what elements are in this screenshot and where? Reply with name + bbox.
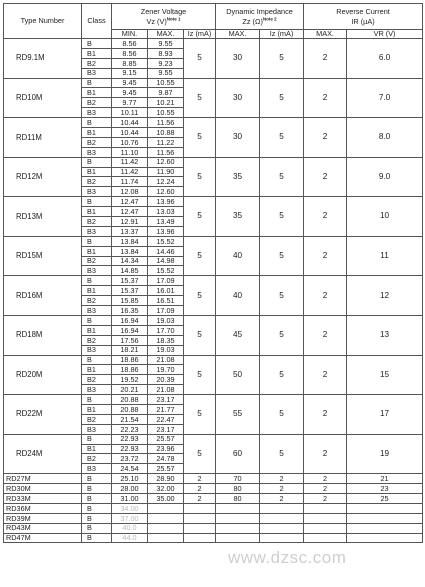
- vr-cell: 8.0: [347, 118, 423, 158]
- vz-max-cell: 17.70: [148, 325, 184, 335]
- vz-max-cell: 13.49: [148, 217, 184, 227]
- vz-max-cell: 28.90: [148, 474, 184, 484]
- vz-max-cell: 11.56: [148, 147, 184, 157]
- class-cell: B: [82, 434, 112, 444]
- table-row: [4, 533, 423, 543]
- impedance-iz-cell: 2: [260, 484, 304, 494]
- vz-iz-cell: 2: [184, 484, 216, 494]
- vz-min-cell: 15.85: [112, 296, 148, 306]
- table-row: [4, 157, 423, 167]
- vz-max-cell: 16.51: [148, 296, 184, 306]
- vz-min-cell: 20.21: [112, 385, 148, 395]
- vz-max-cell: [148, 503, 184, 513]
- vz-iz-cell: 2: [184, 493, 216, 503]
- vz-max-cell: 35.00: [148, 493, 184, 503]
- type-number-cell: RD16M: [4, 276, 82, 316]
- vz-max-cell: 20.39: [148, 375, 184, 385]
- impedance-max-cell: 55: [216, 395, 260, 435]
- vz-min-cell: 20.88: [112, 404, 148, 414]
- vz-max-cell: 24.78: [148, 454, 184, 464]
- impedance-max-cell: 35: [216, 197, 260, 237]
- class-cell: B: [82, 474, 112, 484]
- reverse-max-cell: [304, 513, 347, 523]
- vz-max-cell: 17.09: [148, 276, 184, 286]
- impedance-iz-cell: 5: [260, 395, 304, 435]
- class-cell: B: [82, 395, 112, 405]
- vz-max-cell: 12.24: [148, 177, 184, 187]
- reverse-max-cell: 2: [304, 39, 347, 79]
- class-cell: B: [82, 523, 112, 533]
- vz-iz-cell: 5: [184, 197, 216, 237]
- type-number-header: Type Number: [4, 4, 82, 39]
- vr-cell: 11: [347, 236, 423, 276]
- class-cell: B3: [82, 147, 112, 157]
- class-cell: B3: [82, 345, 112, 355]
- vz-max-cell: 10.55: [148, 78, 184, 88]
- vz-max-cell: 11.22: [148, 137, 184, 147]
- vz-max-cell: 19.03: [148, 315, 184, 325]
- vz-max-cell: 25.57: [148, 434, 184, 444]
- vz-min-cell: 9.15: [112, 68, 148, 78]
- reverse-max-cell: 2: [304, 78, 347, 118]
- vz-min-cell: 12.91: [112, 217, 148, 227]
- vz-iz-cell: 5: [184, 39, 216, 79]
- class-cell: B: [82, 493, 112, 503]
- class-cell: B: [82, 236, 112, 246]
- impedance-max-cell: 50: [216, 355, 260, 395]
- vz-max-cell: 10.21: [148, 98, 184, 108]
- vz-max-cell: 23.96: [148, 444, 184, 454]
- vz-min-cell: 14.85: [112, 266, 148, 276]
- vz-min-cell: 12.47: [112, 207, 148, 217]
- impedance-max-cell: 30: [216, 39, 260, 79]
- vz-min-cell: 22.93: [112, 434, 148, 444]
- impedance-iz-cell: 2: [260, 474, 304, 484]
- class-cell: B1: [82, 167, 112, 177]
- vz-min-cell: 25.10: [112, 474, 148, 484]
- class-cell: B3: [82, 424, 112, 434]
- min-header: MIN.: [112, 30, 148, 39]
- vz-max-cell: 19.70: [148, 365, 184, 375]
- class-cell: B1: [82, 444, 112, 454]
- type-number-cell: RD39M: [4, 513, 82, 523]
- vr-cell: 13: [347, 315, 423, 355]
- vz-max-cell: 13.96: [148, 197, 184, 207]
- reverse-max-cell: 2: [304, 236, 347, 276]
- type-number-cell: RD12M: [4, 157, 82, 197]
- class-cell: B1: [82, 128, 112, 138]
- vz-max-cell: 9.55: [148, 68, 184, 78]
- vz-min-cell: 12.47: [112, 197, 148, 207]
- vz-min-cell: 16.94: [112, 315, 148, 325]
- vz-min-cell: 13.84: [112, 246, 148, 256]
- vr-cell: [347, 533, 423, 543]
- reverse-max-cell: [304, 503, 347, 513]
- class-cell: B3: [82, 385, 112, 395]
- impedance-max-cell: 30: [216, 78, 260, 118]
- impedance-max-cell: 30: [216, 118, 260, 158]
- vz-min-cell: 9.77: [112, 98, 148, 108]
- impedance-iz-cell: 5: [260, 78, 304, 118]
- impedance-iz-cell: 5: [260, 39, 304, 79]
- vr-header: VR (V): [347, 30, 423, 39]
- type-number-cell: RD10M: [4, 78, 82, 118]
- class-cell: B2: [82, 414, 112, 424]
- vz-iz-cell: 2: [184, 474, 216, 484]
- type-number-cell: RD11M: [4, 118, 82, 158]
- class-cell: B: [82, 533, 112, 543]
- vz-min-cell: 34.00: [112, 503, 148, 513]
- class-cell: B3: [82, 68, 112, 78]
- vz-min-cell: 23.72: [112, 454, 148, 464]
- class-cell: B: [82, 315, 112, 325]
- table-row: [4, 39, 423, 49]
- table-row: [4, 503, 423, 513]
- vr-cell: 10: [347, 197, 423, 237]
- impedance-iz-cell: 5: [260, 118, 304, 158]
- class-cell: B: [82, 78, 112, 88]
- vz-max-cell: 13.03: [148, 207, 184, 217]
- vz-min-cell: 9.45: [112, 88, 148, 98]
- impedance-max-cell: 70: [216, 474, 260, 484]
- vz-min-cell: 44.0: [112, 533, 148, 543]
- vz-iz-cell: 5: [184, 395, 216, 435]
- vz-min-cell: 11.42: [112, 157, 148, 167]
- vz-iz-cell: [184, 523, 216, 533]
- vz-min-cell: 8.56: [112, 39, 148, 49]
- vz-max-cell: 15.52: [148, 266, 184, 276]
- vz-max-cell: 9.23: [148, 58, 184, 68]
- reverse-current-header: Reverse Current IR (µA): [304, 4, 423, 30]
- type-number-cell: RD36M: [4, 503, 82, 513]
- impedance-max-cell: 40: [216, 236, 260, 276]
- impedance-max-cell: [216, 513, 260, 523]
- class-cell: B1: [82, 325, 112, 335]
- vz-max-cell: [148, 513, 184, 523]
- vz-min-cell: 37.00: [112, 513, 148, 523]
- vr-cell: 9.0: [347, 157, 423, 197]
- class-cell: B3: [82, 464, 112, 474]
- max-header: MAX.: [148, 30, 184, 39]
- vz-max-cell: 15.52: [148, 236, 184, 246]
- impedance-max-header: MAX.: [216, 30, 260, 39]
- vz-iz-cell: 5: [184, 276, 216, 316]
- type-number-cell: RD22M: [4, 395, 82, 435]
- vz-min-cell: 16.35: [112, 306, 148, 316]
- reverse-max-cell: 2: [304, 395, 347, 435]
- vz-min-cell: 11.10: [112, 147, 148, 157]
- class-cell: B2: [82, 177, 112, 187]
- vr-cell: 17: [347, 395, 423, 435]
- table-row: [4, 197, 423, 207]
- vz-max-cell: 9.55: [148, 39, 184, 49]
- table-row: [4, 78, 423, 88]
- type-number-cell: RD15M: [4, 236, 82, 276]
- vz-min-cell: 8.85: [112, 58, 148, 68]
- class-cell: B: [82, 157, 112, 167]
- zener-voltage-header: Zener Voltage Vz $(V)^{Note 1}$: [112, 4, 216, 30]
- vz-min-cell: 18.86: [112, 355, 148, 365]
- vr-cell: [347, 523, 423, 533]
- vz-min-cell: 19.52: [112, 375, 148, 385]
- reverse-max-cell: 2: [304, 474, 347, 484]
- vz-iz-cell: 5: [184, 355, 216, 395]
- vr-cell: 23: [347, 484, 423, 494]
- type-number-cell: RD30M: [4, 484, 82, 494]
- table-row: [4, 434, 423, 444]
- vz-min-cell: 24.54: [112, 464, 148, 474]
- class-cell: B3: [82, 187, 112, 197]
- vz-max-cell: 25.57: [148, 464, 184, 474]
- vz-min-cell: 10.76: [112, 137, 148, 147]
- class-cell: B: [82, 197, 112, 207]
- type-number-cell: RD20M: [4, 355, 82, 395]
- impedance-iz-header: Iz (mA): [260, 30, 304, 39]
- reverse-max-cell: 2: [304, 315, 347, 355]
- type-number-cell: RD43M: [4, 523, 82, 533]
- table-row: [4, 474, 423, 484]
- vz-max-cell: 11.90: [148, 167, 184, 177]
- vz-max-cell: 17.09: [148, 306, 184, 316]
- impedance-max-cell: 80: [216, 484, 260, 494]
- vz-iz-cell: 5: [184, 236, 216, 276]
- table-row: [4, 118, 423, 128]
- class-cell: B: [82, 276, 112, 286]
- vz-max-cell: 21.08: [148, 355, 184, 365]
- class-cell: B1: [82, 48, 112, 58]
- class-cell: B: [82, 513, 112, 523]
- vz-min-cell: 16.94: [112, 325, 148, 335]
- impedance-iz-cell: 5: [260, 315, 304, 355]
- vz-max-cell: 8.93: [148, 48, 184, 58]
- table-row: [4, 355, 423, 365]
- vz-iz-cell: 5: [184, 157, 216, 197]
- class-cell: B1: [82, 207, 112, 217]
- vz-min-cell: 8.56: [112, 48, 148, 58]
- vz-min-cell: 31.00: [112, 493, 148, 503]
- impedance-iz-cell: [260, 513, 304, 523]
- vz-min-cell: 22.23: [112, 424, 148, 434]
- vz-min-cell: 13.84: [112, 236, 148, 246]
- vr-cell: 7.0: [347, 78, 423, 118]
- vz-max-cell: 10.55: [148, 108, 184, 118]
- type-number-cell: RD13M: [4, 197, 82, 237]
- vz-max-cell: 11.56: [148, 118, 184, 128]
- vz-max-cell: 10.88: [148, 128, 184, 138]
- reverse-max-cell: [304, 523, 347, 533]
- impedance-max-cell: [216, 523, 260, 533]
- class-cell: B: [82, 484, 112, 494]
- table-row: [4, 315, 423, 325]
- reverse-max-cell: 2: [304, 355, 347, 395]
- class-header: Class: [82, 4, 112, 39]
- table-row: [4, 513, 423, 523]
- table-row: [4, 523, 423, 533]
- vz-max-cell: 21.08: [148, 385, 184, 395]
- vz-iz-cell: 5: [184, 78, 216, 118]
- impedance-iz-cell: 5: [260, 355, 304, 395]
- class-cell: B2: [82, 98, 112, 108]
- iz-header: Iz (mA): [184, 30, 216, 39]
- vz-max-cell: 9.87: [148, 88, 184, 98]
- reverse-max-cell: 2: [304, 276, 347, 316]
- class-cell: B2: [82, 217, 112, 227]
- class-cell: B1: [82, 246, 112, 256]
- class-cell: B3: [82, 108, 112, 118]
- class-cell: B2: [82, 335, 112, 345]
- vz-min-cell: 14.34: [112, 256, 148, 266]
- vr-cell: 25: [347, 493, 423, 503]
- type-number-cell: RD18M: [4, 315, 82, 355]
- vr-cell: 21: [347, 474, 423, 484]
- vz-iz-cell: [184, 513, 216, 523]
- class-cell: B1: [82, 365, 112, 375]
- vr-cell: [347, 503, 423, 513]
- vz-min-cell: 10.11: [112, 108, 148, 118]
- vz-min-cell: 15.37: [112, 286, 148, 296]
- watermark: www.dzsc.com: [228, 548, 347, 567]
- vz-max-cell: 21.77: [148, 404, 184, 414]
- class-cell: B2: [82, 454, 112, 464]
- impedance-iz-cell: 5: [260, 157, 304, 197]
- type-number-cell: RD24M: [4, 434, 82, 474]
- vr-cell: 19: [347, 434, 423, 474]
- impedance-iz-cell: 2: [260, 493, 304, 503]
- vz-min-cell: 22.93: [112, 444, 148, 454]
- table-row: [4, 236, 423, 246]
- vz-min-cell: 18.86: [112, 365, 148, 375]
- class-cell: B1: [82, 88, 112, 98]
- vz-min-cell: 21.54: [112, 414, 148, 424]
- vz-iz-cell: 5: [184, 315, 216, 355]
- class-cell: B3: [82, 226, 112, 236]
- reverse-max-cell: [304, 533, 347, 543]
- class-cell: B1: [82, 286, 112, 296]
- impedance-max-cell: 40: [216, 276, 260, 316]
- vz-max-cell: 16.01: [148, 286, 184, 296]
- class-cell: B2: [82, 137, 112, 147]
- vz-min-cell: 11.42: [112, 167, 148, 177]
- vz-iz-cell: [184, 533, 216, 543]
- table-row: [4, 395, 423, 405]
- class-cell: B: [82, 355, 112, 365]
- impedance-iz-cell: [260, 503, 304, 513]
- class-cell: B: [82, 118, 112, 128]
- impedance-max-cell: 80: [216, 493, 260, 503]
- vz-min-cell: 40.0: [112, 523, 148, 533]
- impedance-iz-cell: [260, 523, 304, 533]
- type-number-cell: RD33M: [4, 493, 82, 503]
- dynamic-impedance-header: Dynamic Impedance Zz $(\Omega)^{Note 2}$: [216, 4, 304, 30]
- reverse-max-cell: 2: [304, 493, 347, 503]
- impedance-max-cell: 45: [216, 315, 260, 355]
- reverse-max-header: MAX.: [304, 30, 347, 39]
- type-number-cell: RD9.1M: [4, 39, 82, 79]
- vz-max-cell: 19.03: [148, 345, 184, 355]
- vz-min-cell: 20.88: [112, 395, 148, 405]
- impedance-iz-cell: [260, 533, 304, 543]
- impedance-iz-cell: 5: [260, 276, 304, 316]
- impedance-max-cell: 35: [216, 157, 260, 197]
- type-number-cell: RD27M: [4, 474, 82, 484]
- class-cell: B3: [82, 266, 112, 276]
- class-cell: B2: [82, 58, 112, 68]
- vz-iz-cell: 5: [184, 434, 216, 474]
- reverse-max-cell: 2: [304, 118, 347, 158]
- type-number-cell: RD47M: [4, 533, 82, 543]
- vz-min-cell: 15.37: [112, 276, 148, 286]
- vz-min-cell: 10.44: [112, 128, 148, 138]
- vz-iz-cell: [184, 503, 216, 513]
- vz-max-cell: [148, 533, 184, 543]
- vz-iz-cell: 5: [184, 118, 216, 158]
- class-cell: B1: [82, 404, 112, 414]
- class-cell: B3: [82, 306, 112, 316]
- class-cell: B: [82, 503, 112, 513]
- impedance-iz-cell: 5: [260, 197, 304, 237]
- vz-min-cell: 9.45: [112, 78, 148, 88]
- vz-max-cell: 32.00: [148, 484, 184, 494]
- table-row: [4, 276, 423, 286]
- impedance-max-cell: 60: [216, 434, 260, 474]
- vz-min-cell: 13.37: [112, 226, 148, 236]
- vz-min-cell: 28.00: [112, 484, 148, 494]
- table-row: [4, 484, 423, 494]
- vz-max-cell: 23.17: [148, 424, 184, 434]
- vz-max-cell: 23.17: [148, 395, 184, 405]
- class-cell: B2: [82, 375, 112, 385]
- vz-min-cell: 17.56: [112, 335, 148, 345]
- impedance-max-cell: [216, 503, 260, 513]
- vz-min-cell: 18.21: [112, 345, 148, 355]
- vr-cell: 6.0: [347, 39, 423, 79]
- vr-cell: 15: [347, 355, 423, 395]
- vz-max-cell: [148, 523, 184, 533]
- impedance-iz-cell: 5: [260, 434, 304, 474]
- vz-max-cell: 18.35: [148, 335, 184, 345]
- vz-max-cell: 12.60: [148, 187, 184, 197]
- vz-max-cell: 14.98: [148, 256, 184, 266]
- vr-cell: 12: [347, 276, 423, 316]
- vr-cell: [347, 513, 423, 523]
- vz-max-cell: 13.96: [148, 226, 184, 236]
- vz-min-cell: 11.74: [112, 177, 148, 187]
- class-cell: B2: [82, 296, 112, 306]
- reverse-max-cell: 2: [304, 197, 347, 237]
- reverse-max-cell: 2: [304, 157, 347, 197]
- reverse-max-cell: 2: [304, 484, 347, 494]
- impedance-max-cell: [216, 533, 260, 543]
- vz-min-cell: 10.44: [112, 118, 148, 128]
- vz-max-cell: 14.46: [148, 246, 184, 256]
- table-row: [4, 493, 423, 503]
- vz-max-cell: 22.47: [148, 414, 184, 424]
- class-cell: B: [82, 39, 112, 49]
- zener-spec-table: [3, 3, 423, 543]
- reverse-max-cell: 2: [304, 434, 347, 474]
- class-cell: B2: [82, 256, 112, 266]
- vz-min-cell: 12.08: [112, 187, 148, 197]
- impedance-iz-cell: 5: [260, 236, 304, 276]
- vz-max-cell: 12.60: [148, 157, 184, 167]
